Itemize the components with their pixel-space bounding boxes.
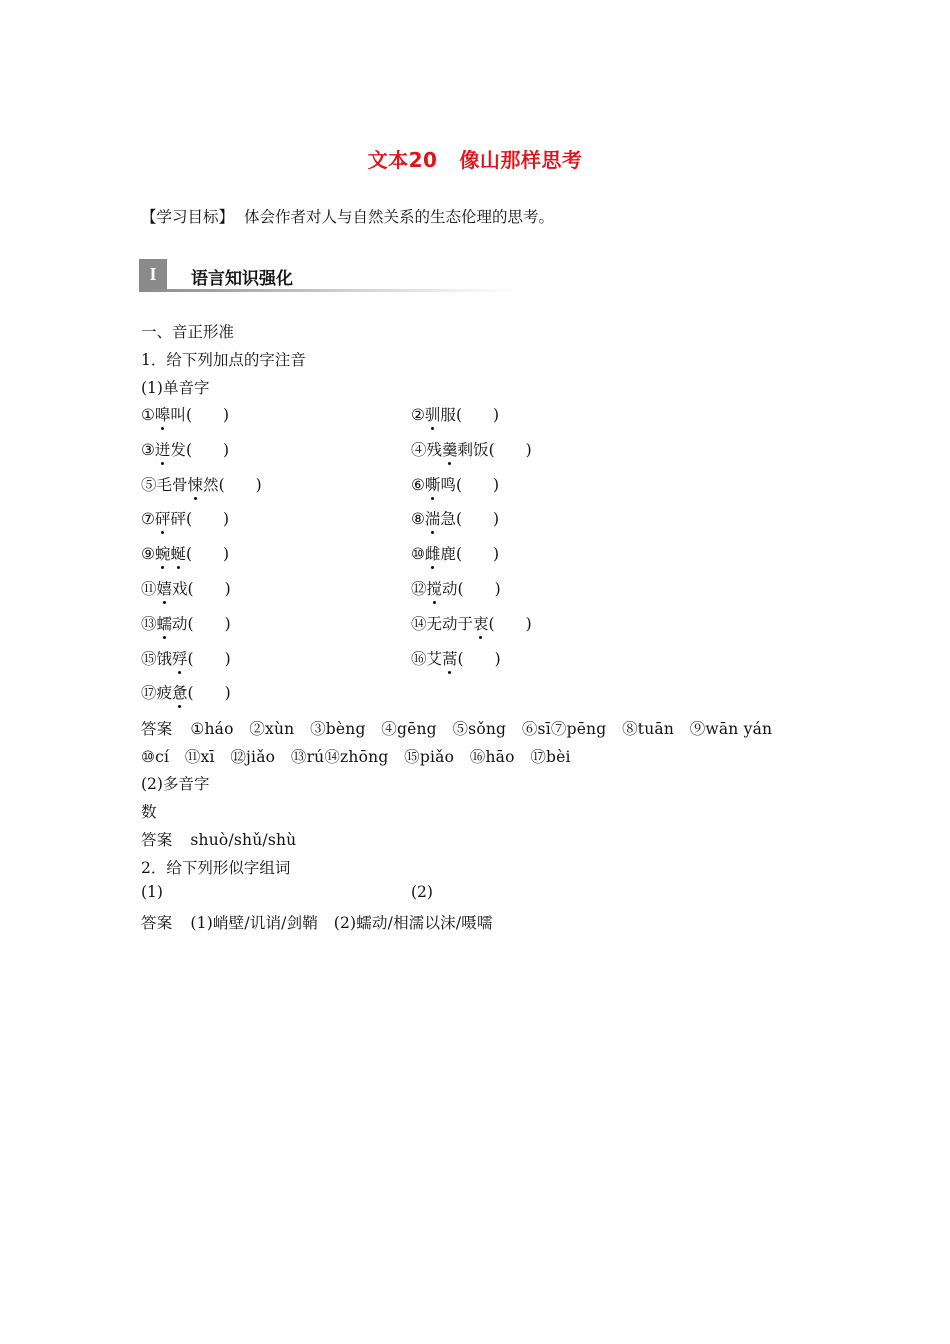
item-number: ⑥ bbox=[411, 475, 425, 494]
item-number: ③ bbox=[141, 440, 155, 459]
question-2-sub-2: (2) bbox=[411, 883, 433, 901]
emphasis-dot-char: 嘶 bbox=[425, 473, 441, 495]
emphasis-dot-char: 迸 bbox=[155, 438, 171, 460]
answer-3 bbox=[141, 911, 493, 933]
answer-3-text: (1)峭壁/讥诮/剑鞘 (2)蠕动/相濡以沫/嗫嚅 bbox=[190, 914, 493, 932]
item-dotted-char bbox=[427, 580, 443, 598]
learning-goal-text: 体会作者对人与自然关系的生态伦理的思考。 bbox=[244, 208, 555, 226]
pronunciation-item bbox=[411, 438, 532, 460]
pronunciation-item bbox=[141, 612, 231, 634]
item-text-suffix: 鹿 bbox=[440, 545, 456, 564]
answer-label: 答案 bbox=[141, 720, 173, 738]
pronunciation-item bbox=[141, 647, 231, 669]
pronunciation-item bbox=[141, 403, 229, 425]
item-text-prefix: 饿 bbox=[156, 649, 173, 668]
pronunciation-item bbox=[141, 542, 229, 564]
pronunciation-item bbox=[141, 507, 229, 529]
item-text-suffix: 剩饭 bbox=[457, 440, 489, 459]
pronunciation-item bbox=[411, 647, 501, 669]
item-text-suffix: 动 bbox=[172, 614, 188, 633]
item-text-suffix: 鸣 bbox=[440, 475, 456, 494]
pronunciation-item bbox=[411, 612, 532, 634]
answer-2 bbox=[141, 828, 296, 850]
item-answer-blank: ( ) bbox=[457, 649, 501, 668]
title-part1: 文本20 bbox=[367, 148, 438, 172]
item-answer-blank: ( ) bbox=[488, 440, 532, 459]
item-dotted-char bbox=[155, 510, 171, 528]
section-title: 语言知识强化 bbox=[191, 269, 293, 289]
item-number: ① bbox=[141, 406, 155, 424]
item-number: ⑨ bbox=[141, 545, 155, 564]
emphasis-dot-char: 悚 bbox=[188, 473, 204, 495]
item-dotted-char bbox=[155, 441, 171, 459]
item-answer-blank: ( ) bbox=[455, 510, 500, 529]
title-part2: 像山那样思考 bbox=[459, 148, 583, 172]
question-1-sub-1: (1)单音字 bbox=[141, 379, 210, 397]
item-dotted-char bbox=[157, 580, 173, 598]
item-number: ⑧ bbox=[411, 510, 425, 529]
item-text-suffix: 叫 bbox=[170, 406, 186, 424]
item-number: ⑬ bbox=[141, 614, 157, 633]
item-answer-blank: ( ) bbox=[187, 649, 231, 668]
item-text-suffix: 砰 bbox=[170, 510, 186, 529]
item-text-suffix: 动 bbox=[442, 580, 458, 598]
emphasis-dot-char: 羹 bbox=[442, 438, 458, 460]
item-number: ⑰ bbox=[141, 684, 157, 703]
item-number: ⑩ bbox=[411, 545, 425, 564]
item-dotted-char bbox=[157, 615, 173, 633]
emphasis-dot-char: 蜒 bbox=[170, 542, 186, 564]
answer-1-line-2: ⑩cí ⑪xī ⑫jiǎo ⑬rú⑭zhōng ⑮piǎo ⑯hāo ⑰bèi bbox=[141, 748, 571, 766]
item-answer-blank: ( ) bbox=[185, 406, 230, 424]
item-dotted-char bbox=[188, 476, 204, 494]
item-text-prefix: 残 bbox=[426, 440, 443, 459]
item-dotted-char bbox=[155, 406, 171, 424]
item-number: ⑦ bbox=[141, 510, 155, 529]
item-answer-blank: ( ) bbox=[187, 684, 231, 703]
answer-label: 答案 bbox=[141, 831, 173, 849]
item-dotted-char bbox=[155, 545, 186, 563]
learning-goal bbox=[141, 205, 554, 227]
section-underline bbox=[139, 289, 514, 292]
item-number: ⑭ bbox=[411, 614, 427, 633]
item-answer-blank: ( ) bbox=[218, 475, 262, 494]
item-number: ⑮ bbox=[141, 649, 157, 668]
pronunciation-item bbox=[411, 403, 499, 425]
emphasis-dot-char: 搅 bbox=[427, 577, 443, 599]
item-text-suffix: 发 bbox=[170, 440, 186, 459]
item-text-prefix: 疲 bbox=[156, 684, 173, 703]
pronunciation-item bbox=[411, 507, 499, 529]
item-number: ② bbox=[411, 406, 425, 424]
answer-label: 答案 bbox=[141, 914, 173, 932]
item-dotted-char bbox=[425, 476, 441, 494]
emphasis-dot-char: 惫 bbox=[172, 681, 188, 703]
pronunciation-item bbox=[141, 577, 231, 599]
item-dotted-char bbox=[425, 406, 441, 424]
pronunciation-item bbox=[141, 438, 229, 460]
page-title bbox=[0, 144, 950, 173]
emphasis-dot-char: 雌 bbox=[425, 542, 441, 564]
item-text-suffix: 然 bbox=[203, 475, 219, 494]
question-2: 2．给下列形似字组词 bbox=[141, 859, 291, 877]
polyphonic-word: 数 bbox=[141, 803, 157, 821]
pronunciation-item bbox=[411, 577, 501, 599]
emphasis-dot-char: 蜿 bbox=[155, 542, 171, 564]
heading-sound-form: 一、音正形准 bbox=[141, 323, 235, 341]
emphasis-dot-char: 殍 bbox=[172, 647, 188, 669]
section-header bbox=[139, 258, 519, 292]
item-number: ⑯ bbox=[411, 649, 427, 668]
answer-2-text: shuò/shǔ/shù bbox=[190, 831, 297, 849]
question-1: 1．给下列加点的字注音 bbox=[141, 351, 306, 369]
item-dotted-char bbox=[442, 441, 458, 459]
emphasis-dot-char: 驯 bbox=[425, 403, 441, 425]
answer-1 bbox=[141, 717, 772, 739]
item-answer-blank: ( ) bbox=[185, 545, 230, 564]
item-text-prefix: 艾 bbox=[426, 649, 443, 668]
learning-goal-label: 【学习目标】 bbox=[141, 208, 235, 226]
item-answer-blank: ( ) bbox=[185, 510, 230, 529]
item-text-prefix: 毛骨 bbox=[156, 475, 188, 494]
emphasis-dot-char: 嗥 bbox=[155, 403, 171, 425]
section-badge: I bbox=[139, 259, 167, 289]
emphasis-dot-char: 蠕 bbox=[157, 612, 173, 634]
item-dotted-char bbox=[172, 684, 188, 702]
pronunciation-item bbox=[141, 473, 262, 495]
emphasis-dot-char: 衷 bbox=[473, 612, 489, 634]
item-answer-blank: ( ) bbox=[457, 580, 501, 598]
item-text-suffix: 戏 bbox=[172, 580, 188, 598]
item-text-prefix: 无动于 bbox=[426, 614, 474, 633]
item-number: ⑤ bbox=[141, 475, 157, 494]
answer-1-line-1: ①háo ②xùn ③bèng ④gēng ⑤sǒng ⑥sī⑦pēng ⑧tuān ⑨wān yán bbox=[190, 720, 773, 738]
item-answer-blank: ( ) bbox=[187, 614, 231, 633]
item-answer-blank: ( ) bbox=[455, 406, 500, 424]
item-dotted-char bbox=[172, 650, 188, 668]
pronunciation-item bbox=[411, 473, 499, 495]
item-answer-blank: ( ) bbox=[185, 440, 230, 459]
question-1-sub-2: (2)多音字 bbox=[141, 775, 210, 793]
item-dotted-char bbox=[473, 615, 489, 633]
item-dotted-char bbox=[425, 510, 441, 528]
emphasis-dot-char: 蒿 bbox=[442, 647, 458, 669]
pronunciation-item bbox=[141, 681, 231, 703]
item-text-suffix: 服 bbox=[440, 406, 456, 424]
item-answer-blank: ( ) bbox=[488, 614, 532, 633]
item-number: ⑫ bbox=[411, 580, 427, 598]
item-answer-blank: ( ) bbox=[455, 475, 500, 494]
item-dotted-char bbox=[442, 650, 458, 668]
item-dotted-char bbox=[425, 545, 441, 563]
item-answer-blank: ( ) bbox=[455, 545, 500, 564]
item-text-suffix: 急 bbox=[440, 510, 456, 529]
item-number: ⑪ bbox=[141, 580, 157, 598]
item-number: ④ bbox=[411, 440, 427, 459]
emphasis-dot-char: 砰 bbox=[155, 507, 171, 529]
item-answer-blank: ( ) bbox=[187, 580, 231, 598]
emphasis-dot-char: 嬉 bbox=[157, 577, 173, 599]
emphasis-dot-char: 湍 bbox=[425, 507, 441, 529]
pronunciation-item bbox=[411, 542, 499, 564]
question-2-sub-1: (1) bbox=[141, 883, 163, 901]
